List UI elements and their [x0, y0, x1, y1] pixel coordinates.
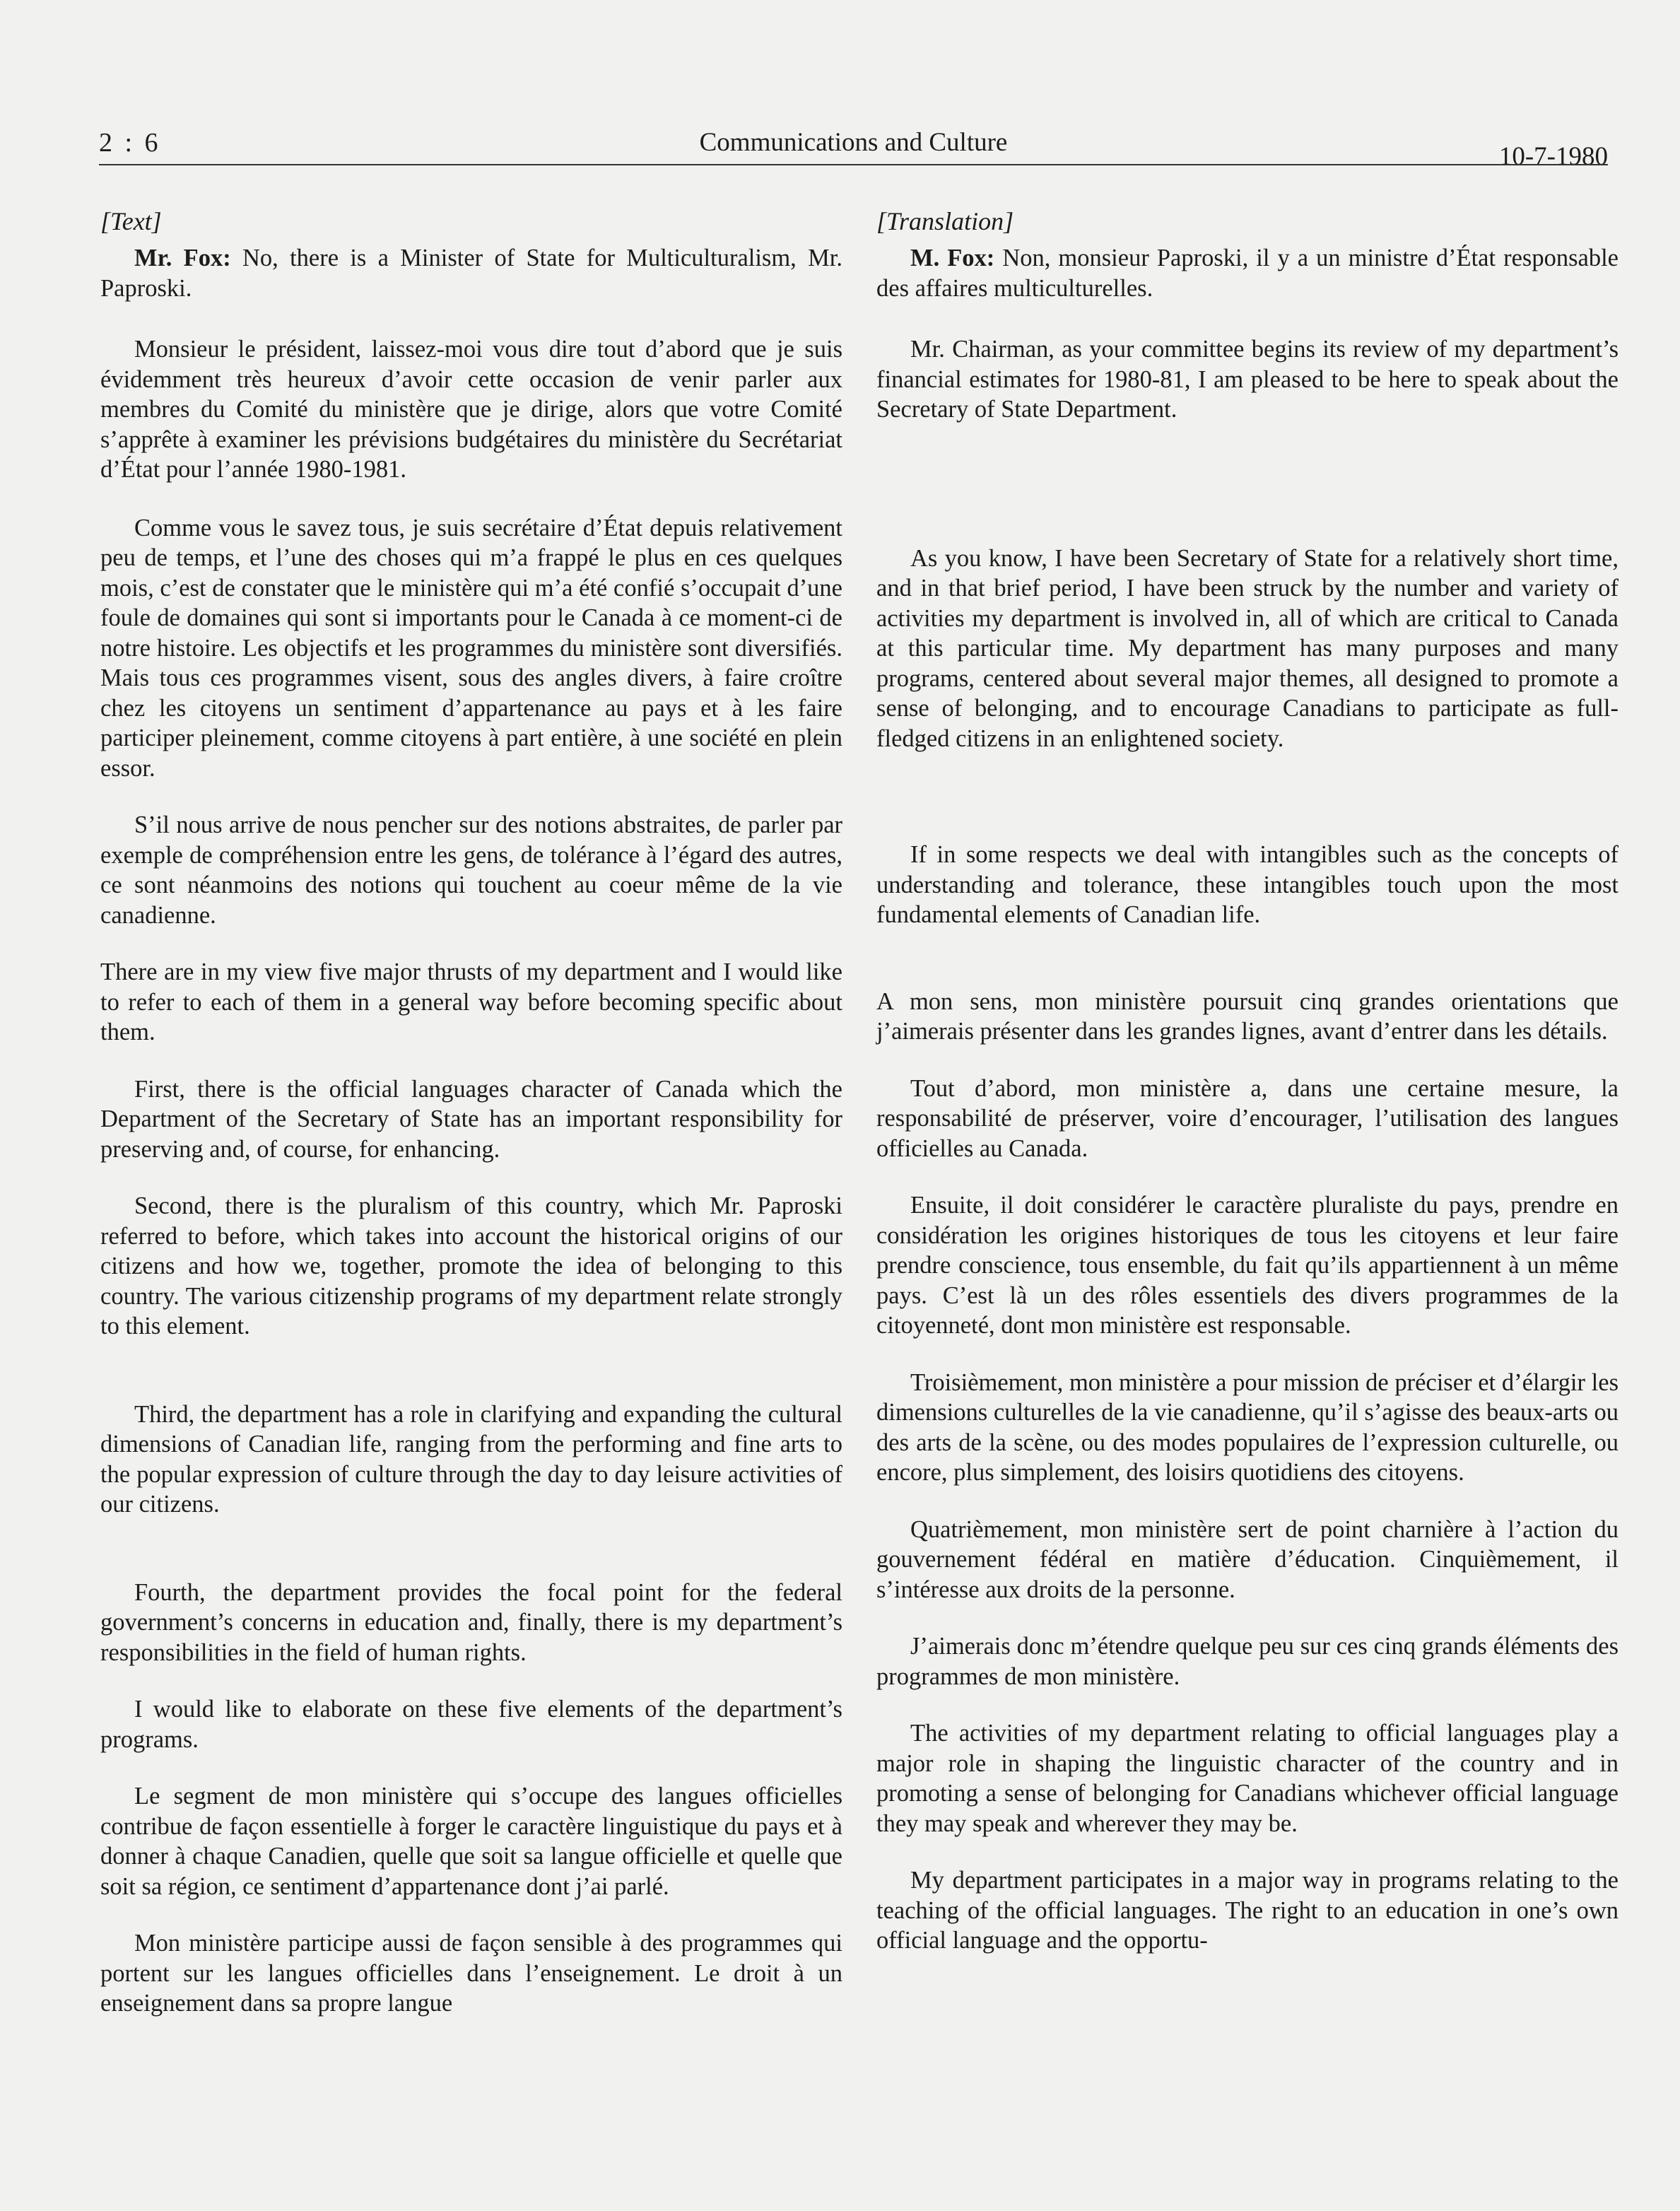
- left-paragraph: Mr. Fox: No, there is a Minister of State for Multiculturalism, Mr. Paproski.: [100, 245, 842, 302]
- left-paragraph: Monsieur le président, laissez-moi vous dire tout d’abord que je suis évidemment très heureux d’avoir cette occasion de venir parler aux membres du Comité du ministère que je dirige, alors que votre Comité s’apprête à examiner les prévisions budgétaires du ministère du Secrétariat d’État pour l’année 1980-1981.: [100, 336, 842, 483]
- left-paragraph: Second, there is the pluralism of this country, which Mr. Paproski referred to before, which takes into account the historical origins of our citizens and how we, together, promote the idea of belonging to this country. The various citizenship programs of my department relate strongly to this element.: [100, 1192, 842, 1339]
- right-paragraph: Ensuite, il doit considérer le caractère pluraliste du pays, prendre en considération les origines historiques de tous les citoyens et leur faire prendre conscience, tous ensemble, du fait qu’ils appartiennent à un même pays. C’est là un des rôles essentiels des divers programmes de la citoyenneté, dont mon ministère est responsable.: [876, 1192, 1619, 1339]
- left-paragraph: Comme vous le savez tous, je suis secrétaire d’État depuis relativement peu de temps, et l’une des choses qui m’a frappé le plus en ces quelques mois, c’est de constater que le ministère qui m’a été confié s’occupait d’une foule de domaines qui sont si importants pour le Canada à ce moment-ci de notre histoire. Les objectifs et les programmes du ministère sont diversifiés. Mais tous ces programmes visent, sous des angles divers, à faire croître chez les citoyens un sentiment d’appartenance au pays et à les faire participer pleinement, comme citoyens à part entière, à une société en plein essor.: [100, 514, 842, 782]
- right-paragraph: Mr. Chairman, as your committee begins its review of my department’s financial estimates for 1980-81, I am pleased to be here to speak about the Secretary of State Department.: [876, 336, 1619, 423]
- left-paragraph: Third, the department has a role in clarifying and expanding the cultural dimensions of Canadian life, ranging from the performing and fine arts to the popular expression of culture through the day to day leisure activities of our citizens.: [100, 1400, 842, 1518]
- right-paragraph: My department participates in a major way in programs relating to the teaching of the official languages. The right to an education in one’s own official language and the opportu-: [876, 1867, 1619, 1954]
- page-header: [99, 127, 1608, 170]
- publication-title: Communications and Culture: [699, 128, 1008, 157]
- speaker-label: Mr. Fox:: [134, 245, 231, 271]
- header-date: 10-7-1980: [1498, 142, 1608, 171]
- left-paragraph: There are in my view five major thrusts of my department and I would like to refer to each of them in a general way before becoming specific about them.: [100, 958, 842, 1045]
- left-paragraph: Fourth, the department provides the focal point for the federal government’s concerns in education and, finally, there is my department’s responsibilities in the field of human rights.: [100, 1578, 842, 1666]
- right-paragraph: As you know, I have been Secretary of State for a relatively short time, and in that brief period, I have been struck by the number and variety of activities my department is involved in, all of which are critical to Canada at this particular time. My department has many purposes and many programs, centered about several major themes, all designed to promote a sense of belonging, and to encourage Canadians to participate as full-fledged citizens in an enlightened society.: [876, 544, 1619, 752]
- right-paragraph: If in some respects we deal with intangibles such as the concepts of understanding and tolerance, these intangibles touch upon the most fundamental elements of Canadian life.: [876, 841, 1619, 928]
- header-rule: [99, 164, 1608, 165]
- left-paragraph: Le segment de mon ministère qui s’occupe des langues officielles contribue de façon essentielle à forger le caractère linguistique du pays et à donner à chaque Canadien, quelle que soit sa langue officielle et quelle que soit sa région, ce sentiment d’appartenance dont j’ai parlé.: [100, 1783, 842, 1900]
- translation-tag: [Translation]: [876, 207, 1014, 235]
- right-paragraph: A mon sens, mon ministère poursuit cinq grandes orientations que j’aimerais présenter dans les grandes lignes, avant d’entrer dans les détails.: [876, 987, 1619, 1045]
- right-paragraph: The activities of my department relating to official languages play a major role in shaping the linguistic character of the country and in promoting a sense of belonging for Canadians whichever official language they may speak and wherever they may be.: [876, 1720, 1619, 1837]
- right-paragraph: Tout d’abord, mon ministère a, dans une certaine mesure, la responsabilité de préserver, voire d’encourager, l’utilisation des langues officielles au Canada.: [876, 1074, 1619, 1162]
- page-number: 2 : 6: [99, 128, 161, 158]
- text-tag: [Text]: [100, 207, 162, 235]
- left-column: [100, 205, 842, 2019]
- right-paragraph: M. Fox: Non, monsieur Paproski, il y a un ministre d’État responsable des affaires multiculturelles.: [876, 245, 1619, 302]
- left-paragraph: Mon ministère participe aussi de façon sensible à des programmes qui portent sur les langues officielles dans l’enseignement. Le droit à un enseignement dans sa propre langue: [100, 1930, 842, 2017]
- right-column: [876, 205, 1619, 1956]
- right-paragraph: J’aimerais donc m’étendre quelque peu sur ces cinq grands éléments des programmes de mon ministère.: [876, 1633, 1619, 1690]
- right-paragraph: Quatrièmement, mon ministère sert de point charnière à l’action du gouvernement fédéral en matière d’éducation. Cinquièmement, il s’intéresse aux droits de la personne.: [876, 1515, 1619, 1603]
- left-paragraph: S’il nous arrive de nous pencher sur des notions abstraites, de parler par exemple de compréhension entre les gens, de tolérance à l’égard des autres, ce sont néanmoins des notions qui touchent au coeur même de la vie canadienne.: [100, 811, 842, 929]
- right-paragraph: Troisièmement, mon ministère a pour mission de préciser et d’élargir les dimensions culturelles de la vie canadienne, qu’il s’agisse des beaux-arts ou des arts de la scène, ou des modes populaires de l’expression culturelle, ou encore, plus simplement, des loisirs quotidiens des citoyens.: [876, 1368, 1619, 1486]
- speaker-label: M. Fox:: [910, 245, 995, 271]
- left-paragraph: I would like to elaborate on these five elements of the department’s programs.: [100, 1696, 842, 1753]
- left-paragraph: First, there is the official languages character of Canada which the Department of the Secretary of State has an important responsibility for preserving and, of course, for enhancing.: [100, 1075, 842, 1163]
